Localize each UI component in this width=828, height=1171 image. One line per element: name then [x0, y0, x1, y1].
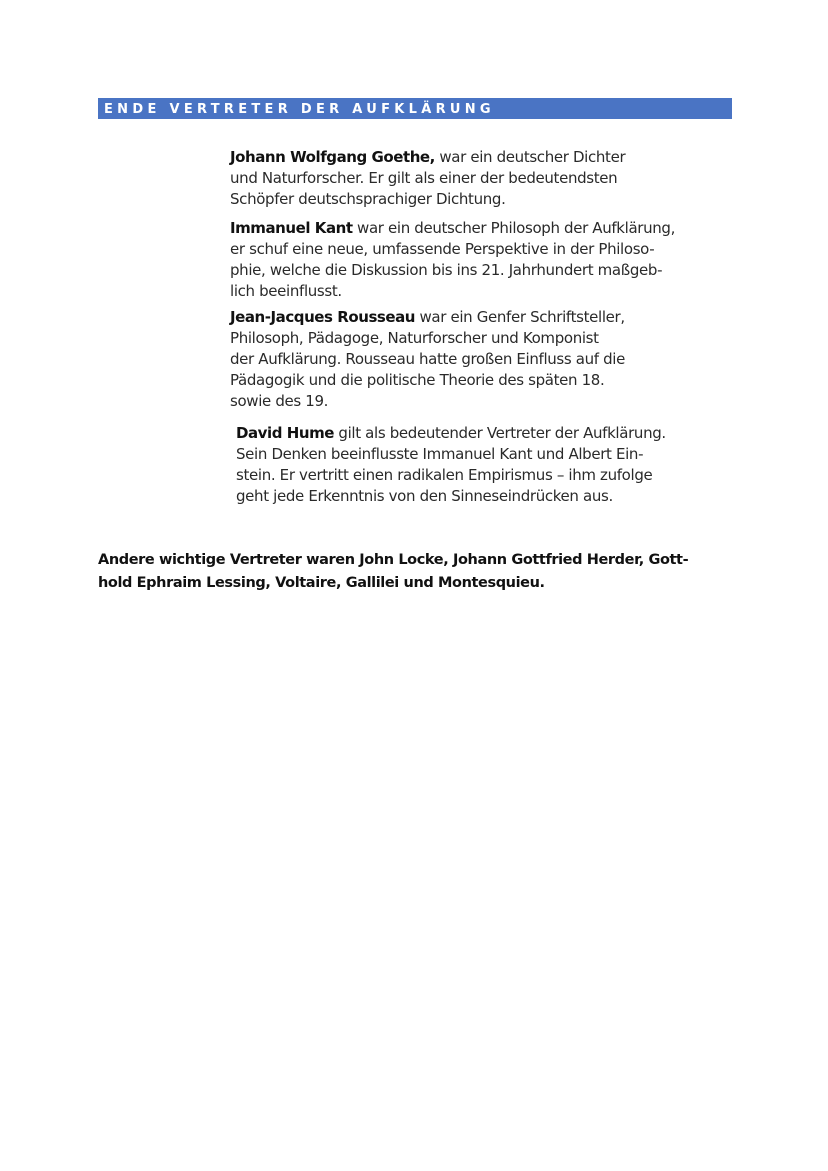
bio-hume: [236, 423, 666, 507]
bio-line: Pädagogik und die politische Theorie des späten 18.: [230, 371, 605, 389]
bio-line: phie, welche die Diskussion bis ins 21. Jahrhundert maßgeb-: [230, 261, 663, 279]
section-title: ENDE VERTRETER DER AUFKLÄRUNG: [104, 102, 495, 117]
bio-line: [230, 147, 625, 168]
bio-kant: [230, 218, 675, 302]
bio-text: war ein deutscher Philosoph der Aufklärung,: [352, 219, 676, 237]
bio-line: [230, 307, 625, 328]
bio-line: Schöpfer deutschsprachiger Dichtung.: [230, 190, 506, 208]
bio-line: [236, 423, 666, 444]
summary-line: hold Ephraim Lessing, Voltaire, Gallilei und Montesquieu.: [98, 575, 545, 591]
bio-line: der Aufklärung. Rousseau hatte großen Einfluss auf die: [230, 350, 625, 368]
bio-rousseau: [230, 307, 625, 412]
bio-line: stein. Er vertritt einen radikalen Empirismus – ihm zufolge: [236, 466, 653, 484]
bio-text: war ein Genfer Schriftsteller,: [415, 308, 625, 326]
summary-line: Andere wichtige Vertreter waren John Locke, Johann Gottfried Herder, Gott-: [98, 552, 689, 568]
bio-name: Jean-Jacques Rousseau: [230, 308, 416, 326]
bio-line: geht jede Erkenntnis von den Sinneseindrücken aus.: [236, 487, 613, 505]
bio-line: lich beeinflusst.: [230, 282, 342, 300]
bio-line: Sein Denken beeinflusste Immanuel Kant und Albert Ein-: [236, 445, 644, 463]
summary-paragraph: [98, 549, 688, 595]
bio-text: war ein deutscher Dichter: [434, 148, 626, 166]
bio-line: er schuf eine neue, umfassende Perspektive in der Philoso-: [230, 240, 655, 258]
bio-goethe: [230, 147, 625, 210]
bio-name: David Hume: [236, 424, 334, 442]
bio-line: sowie des 19.: [230, 392, 329, 410]
bio-line: Philosoph, Pädagoge, Naturforscher und Komponist: [230, 329, 599, 347]
bio-name: Johann Wolfgang Goethe,: [230, 148, 435, 166]
bio-text: gilt als bedeutender Vertreter der Aufklärung.: [334, 424, 666, 442]
bio-line: [230, 218, 675, 239]
bio-line: und Naturforscher. Er gilt als einer der bedeutendsten: [230, 169, 618, 187]
section-header: [98, 98, 732, 119]
bio-name: Immanuel Kant: [230, 219, 353, 237]
